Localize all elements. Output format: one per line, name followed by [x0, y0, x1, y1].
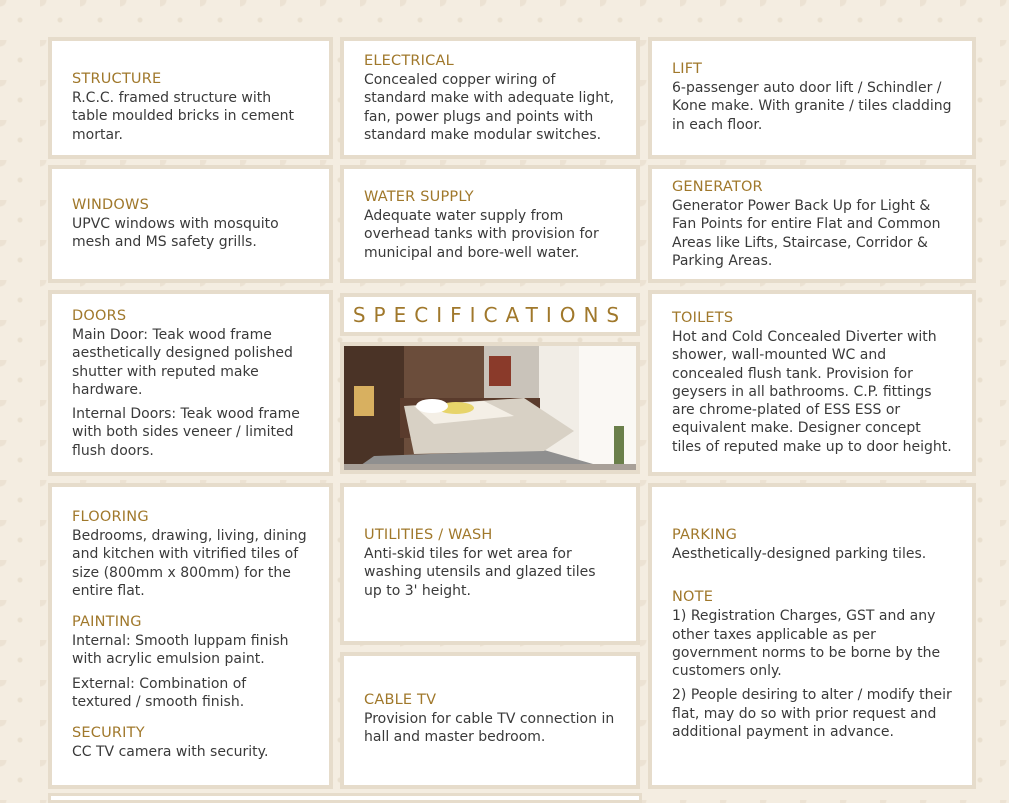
parking-text: Aesthetically-designed parking tiles. — [672, 546, 927, 562]
lift-heading: LIFT — [672, 61, 703, 77]
lift-card — [648, 37, 976, 159]
utilities-text: Anti-skid tiles for wet area for washing utensils and glazed tiles up to 3' height. — [364, 546, 596, 599]
flooring-text: Bedrooms, drawing, living, dining and kitchen with vitrified tiles of size (800mm x 800mm) for the entire flat. — [72, 528, 307, 599]
utilities-heading: UTILITIES / WASH — [364, 527, 493, 543]
cable-tv-heading: CABLE TV — [364, 692, 437, 708]
bedroom-photo — [340, 342, 640, 474]
cable-tv-card — [340, 652, 640, 789]
electrical-card — [340, 37, 640, 159]
doors-card — [48, 290, 333, 476]
water-supply-heading: WATER SUPPLY — [364, 189, 474, 205]
note-item-1: 1) Registration Charges, GST and any other taxes applicable as per government norms to be borne by the customers only. — [672, 608, 941, 680]
specifications-title: SPECIFICATIONS — [340, 293, 640, 336]
parking-note-card — [648, 483, 976, 789]
security-heading: SECURITY — [72, 725, 145, 742]
electrical-text: Concealed copper wiring of standard make with adequate light, fan, power plugs and points with standard make modular switches. — [364, 72, 615, 143]
electrical-heading: ELECTRICAL — [364, 53, 454, 69]
structure-card — [48, 37, 333, 159]
generator-card — [648, 165, 976, 283]
structure-text: R.C.C. framed structure with table moulded bricks in cement mortar. — [72, 90, 294, 143]
windows-heading: WINDOWS — [72, 197, 149, 213]
generator-heading: GENERATOR — [672, 179, 763, 195]
toilets-card — [648, 290, 976, 476]
doors-internal-text: Internal Doors: Teak wood frame with both sides veneer / limited flush doors. — [72, 406, 300, 459]
bottom-card-edge — [48, 793, 642, 803]
windows-card — [48, 165, 333, 283]
parking-heading: PARKING — [672, 527, 738, 543]
flooring-heading: FLOORING — [72, 509, 149, 525]
water-supply-text: Adequate water supply from overhead tanks with provision for municipal and bore-well water. — [364, 208, 599, 261]
toilets-heading: TOILETS — [672, 310, 734, 326]
security-text: CC TV camera with security. — [72, 744, 269, 761]
doors-heading: DOORS — [72, 308, 127, 324]
flooring-painting-security-card — [48, 483, 333, 789]
water-supply-card — [340, 165, 640, 283]
cable-tv-text: Provision for cable TV connection in hall and master bedroom. — [364, 711, 615, 746]
doors-main-text: Main Door: Teak wood frame aesthetically designed polished shutter with reputed make hardware. — [72, 327, 293, 398]
painting-external-text: External: Combination of textured / smooth finish. — [72, 675, 247, 711]
windows-text: UPVC windows with mosquito mesh and MS safety grills. — [72, 216, 279, 251]
structure-heading: STRUCTURE — [72, 71, 162, 87]
note-item-2: 2) People desiring to alter / modify their flat, may do so with prior request and additional payment in advance. — [672, 687, 952, 741]
note-heading: NOTE — [672, 589, 714, 606]
toilets-text: Hot and Cold Concealed Diverter with shower, wall-mounted WC and concealed flush tank. Provision for geysers in all bathrooms. C.P. fittings are chrome-plated of ESS ESS or equivalent make. Designer concept tiles of reputed make up to door height. — [672, 329, 952, 455]
utilities-card — [340, 483, 640, 645]
painting-internal-text: Internal: Smooth luppam finish with acrylic emulsion paint. — [72, 633, 289, 668]
generator-text: Generator Power Back Up for Light & Fan Points for entire Flat and Common Areas like Lifts, Staircase, Corridor & Parking Areas. — [672, 198, 941, 269]
lift-text: 6-passenger auto door lift / Schindler / Kone make. With granite / tiles cladding in each floor. — [672, 80, 952, 133]
painting-heading: PAINTING — [72, 614, 142, 631]
